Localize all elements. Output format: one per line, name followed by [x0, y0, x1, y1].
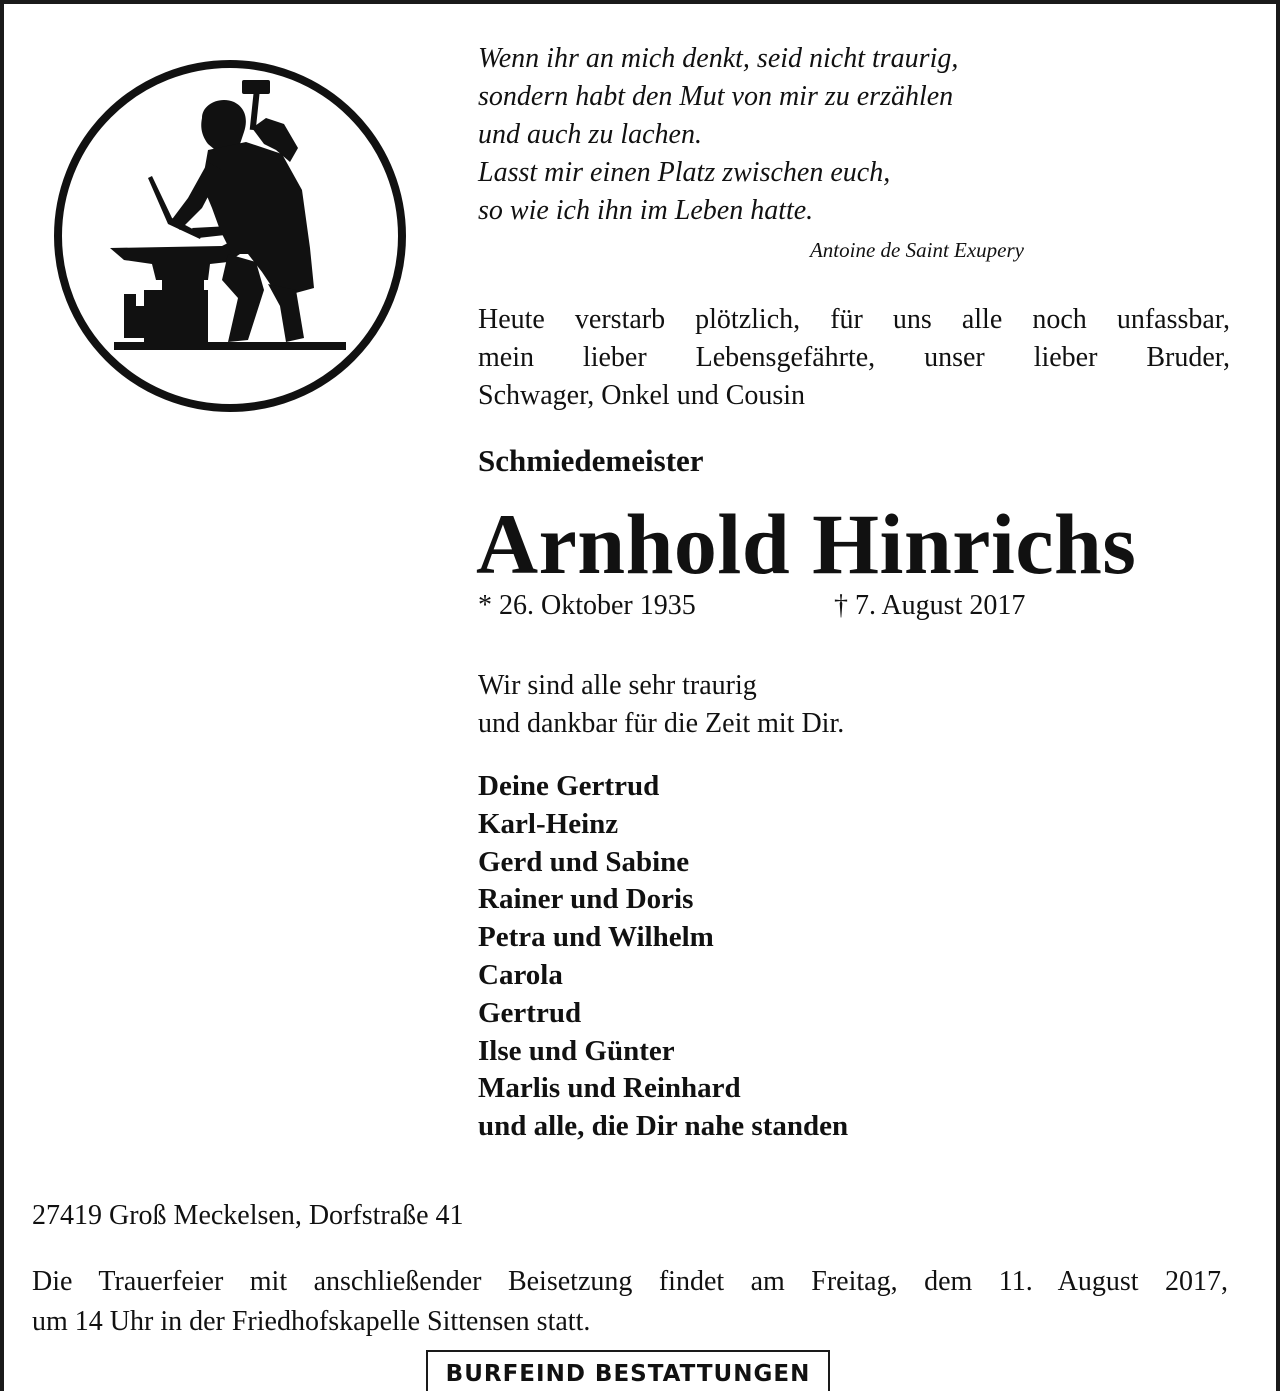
- quote-line: Wenn ihr an mich denkt, seid nicht traurig,: [478, 43, 959, 74]
- mourning-text: [478, 667, 844, 743]
- mourning-line: Wir sind alle sehr traurig: [478, 670, 757, 701]
- deceased-profession: Schmiedemeister: [478, 443, 704, 478]
- mourner-name: Rainer und Doris: [478, 883, 694, 916]
- death-announcement: [478, 301, 1230, 415]
- ceremony-line: Die Trauerfeier mit anschließender Beisetzung findet am Freitag, dem 11. August 2017,: [32, 1266, 1228, 1297]
- mourner-name: Deine Gertrud: [478, 770, 660, 802]
- mourner-name: Gerd und Sabine: [478, 845, 690, 878]
- announcement-line: Heute verstarb plötzlich, für uns alle noch unfassbar,: [478, 304, 1230, 335]
- quote-line: so wie ich ihn im Leben hatte.: [478, 195, 814, 226]
- death-date: † 7. August 2017: [834, 590, 1026, 621]
- mourner-name: und alle, die Dir nahe standen: [478, 1110, 849, 1143]
- memorial-quote: [478, 40, 1058, 230]
- ceremony-line: um 14 Uhr in der Friedhofskapelle Sittensen statt.: [32, 1306, 591, 1337]
- deceased-name: Arnhold Hinrichs: [476, 496, 1137, 592]
- undertaker-label: BURFEIND BESTATTUNGEN: [426, 1350, 830, 1391]
- announcement-line: mein lieber Lebensgefährte, unser lieber Bruder,: [478, 342, 1230, 373]
- mourner-name: Ilse und Günter: [478, 1034, 675, 1067]
- announcement-line: Schwager, Onkel und Cousin: [478, 380, 806, 411]
- quote-line: und auch zu lachen.: [478, 119, 702, 150]
- mourners-list: [478, 768, 848, 1146]
- mourner-name: Karl-Heinz: [478, 807, 619, 840]
- blacksmith-at-anvil-icon: [52, 58, 408, 414]
- quote-line: Lasst mir einen Platz zwischen euch,: [478, 157, 891, 188]
- family-address: 27419 Groß Meckelsen, Dorfstraße 41: [32, 1200, 464, 1231]
- mourner-name: Gertrud: [478, 996, 582, 1029]
- quote-author: Antoine de Saint Exupery: [809, 238, 1024, 262]
- quote-line: sondern habt den Mut von mir zu erzählen: [478, 81, 954, 112]
- mourner-name: Marlis und Reinhard: [478, 1072, 741, 1105]
- birth-date: * 26. Oktober 1935: [478, 590, 696, 621]
- mourner-name: Carola: [478, 958, 563, 991]
- mourning-line: und dankbar für die Zeit mit Dir.: [478, 708, 845, 739]
- mourner-name: Petra und Wilhelm: [478, 921, 714, 954]
- funeral-service-info: [32, 1262, 1228, 1342]
